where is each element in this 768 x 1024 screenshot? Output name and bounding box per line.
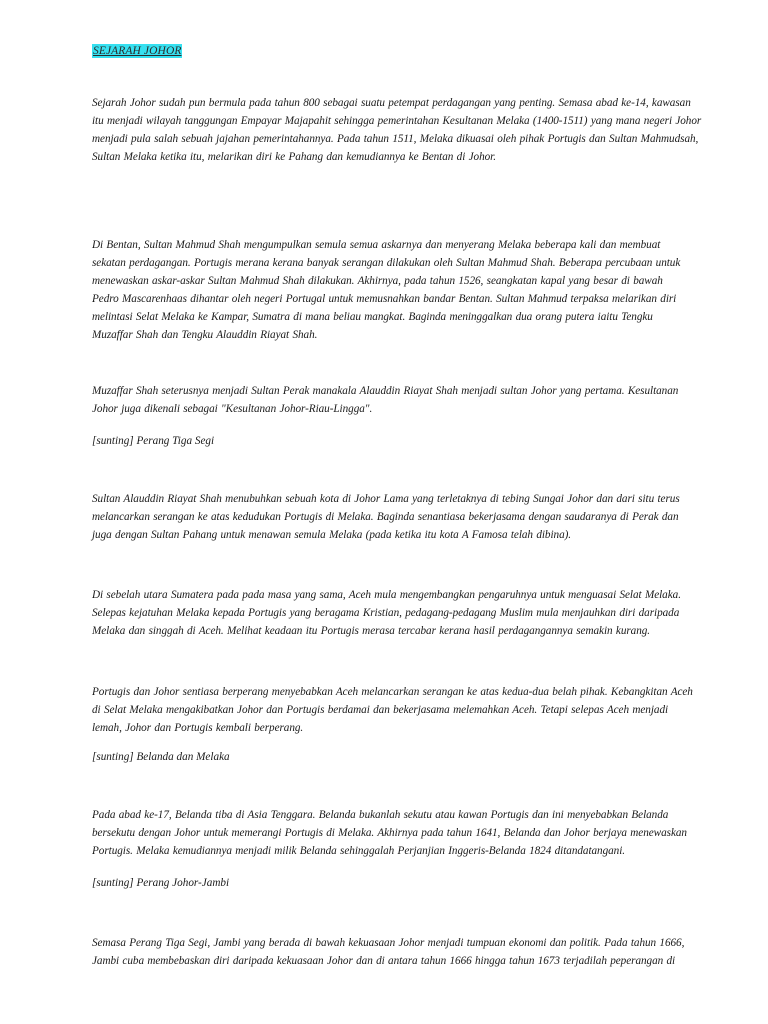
paragraph-4 [92,490,682,544]
paragraph-line: Di Bentan, Sultan Mahmud Shah mengumpulkan semula semua askarnya dan menyerang Melaka beberapa kali dan membuat [92,239,661,251]
paragraph-line: Muzaffar Shah seterusnya menjadi Sultan Perak manakala Alauddin Riayat Shah menjadi sultan Johor yang pertama. Kesultanan [92,385,679,397]
paragraph-line: melintasi Selat Melaka ke Kampar, Sumatra di mana beliau mangkat. Baginda meninggalkan dua orang putera iaitu Tengku [92,311,653,323]
paragraph-line: menewaskan askar-askar Sultan Mahmud Shah dilakukan. Akhirnya, pada tahun 1526, seangkatan kapal yang besar di bawah [92,275,663,287]
paragraph-3 [92,382,682,418]
paragraph-8 [92,934,685,970]
paragraph-7 [92,806,687,860]
paragraph-line: melancarkan serangan ke atas kedudukan Portugis di Melaka. Baginda senantiasa bekerjasama dengan saudaranya di Perak dan [92,511,679,523]
document-title: SEJARAH JOHOR [93,45,182,57]
paragraph-line: itu menjadi wilayah tanggungan Empayar Majapahit sehingga pemerintahan Kesultanan Melaka (1400-1511) yang mana negeri Johor [92,115,702,127]
paragraph-line: Sultan Melaka ketika itu, melarikan diri ke Pahang dan kemudiannya ke Bentan di Johor. [92,151,496,163]
paragraph-1 [92,94,702,166]
paragraph-line: Pada abad ke-17, Belanda tiba di Asia Tenggara. Belanda bukanlah sekutu atau kawan Portugis dan ini menyebabkan Belanda [92,809,669,821]
paragraph-line: bersekutu dengan Johor untuk memerangi Portugis di Melaka. Akhirnya pada tahun 1641, Belanda dan Johor berjaya menewaskan [92,827,687,839]
section-heading-perang-tiga-segi: [sunting] Perang Tiga Segi [92,435,215,447]
section-heading-perang-johor-jambi: [sunting] Perang Johor-Jambi [92,877,230,889]
paragraph-line: lemah, Johor dan Portugis kembali berperang. [92,722,304,734]
section-heading-belanda-dan-melaka: [sunting] Belanda dan Melaka [92,751,230,763]
paragraph-6 [92,683,693,737]
paragraph-line: Sultan Alauddin Riayat Shah menubuhkan sebuah kota di Johor Lama yang terletaknya di tebing Sungai Johor dan dari situ terus [92,493,680,505]
paragraph-line: Portugis. Melaka kemudiannya menjadi milik Belanda sehinggalah Perjanjian Inggeris-Belanda 1824 ditandatangani. [92,845,626,857]
paragraph-line: menjadi pula salah sebuah jajahan pemerintahannya. Pada tahun 1511, Melaka dikuasai oleh pihak Portugis dan Sultan Mahmudsah, [92,133,699,145]
paragraph-5 [92,586,682,640]
paragraph-line: Portugis dan Johor sentiasa berperang menyebabkan Aceh melancarkan serangan ke atas kedua-dua belah pihak. Kebangkitan Aceh [92,686,693,698]
paragraph-line: sekatan perdagangan. Portugis merana kerana banyak serangan dilakukan oleh Sultan Mahmud Shah. Beberapa percubaan untuk [92,257,681,269]
paragraph-line: Johor juga dikenali sebagai "Kesultanan Johor-Riau-Lingga". [92,403,373,415]
paragraph-line: Sejarah Johor sudah pun bermula pada tahun 800 sebagai suatu petempat perdagangan yang penting. Semasa abad ke-14, kawasan [92,97,691,109]
paragraph-line: di Selat Melaka mengakibatkan Johor dan Portugis berdamai dan bekerjasama melemahkan Aceh. Tetapi selepas Aceh menjadi [92,704,669,716]
paragraph-line: Jambi cuba membebaskan diri daripada kekuasaan Johor dan di antara tahun 1666 hingga tahun 1673 terjadilah peperangan di [92,955,676,967]
paragraph-line: Melaka dan singgah di Aceh. Melihat keadaan itu Portugis merasa tercabar kerana hasil perdagangannya semakin kurang. [92,625,651,637]
paragraph-line: juga dengan Sultan Pahang untuk menawan semula Melaka (pada ketika itu kota A Famosa telah dibina). [92,529,572,541]
paragraph-line: Pedro Mascarenhaas dihantar oleh negeri Portugal untuk memusnahkan bandar Bentan. Sultan Mahmud terpaksa melarikan diri [92,293,677,305]
paragraph-line: Semasa Perang Tiga Segi, Jambi yang berada di bawah kekuasaan Johor menjadi tumpuan ekonomi dan politik. Pada tahun 1666, [92,937,685,949]
paragraph-line: Selepas kejatuhan Melaka kepada Portugis yang beragama Kristian, pedagang-pedagang Muslim mula menjauhkan diri daripada [92,607,680,619]
paragraph-line: Di sebelah utara Sumatera pada pada masa yang sama, Aceh mula mengembangkan pengaruhnya untuk menguasai Selat Melaka. [92,589,681,601]
paragraph-line: Muzaffar Shah dan Tengku Alauddin Riayat Shah. [92,329,318,341]
paragraph-2 [92,236,682,344]
